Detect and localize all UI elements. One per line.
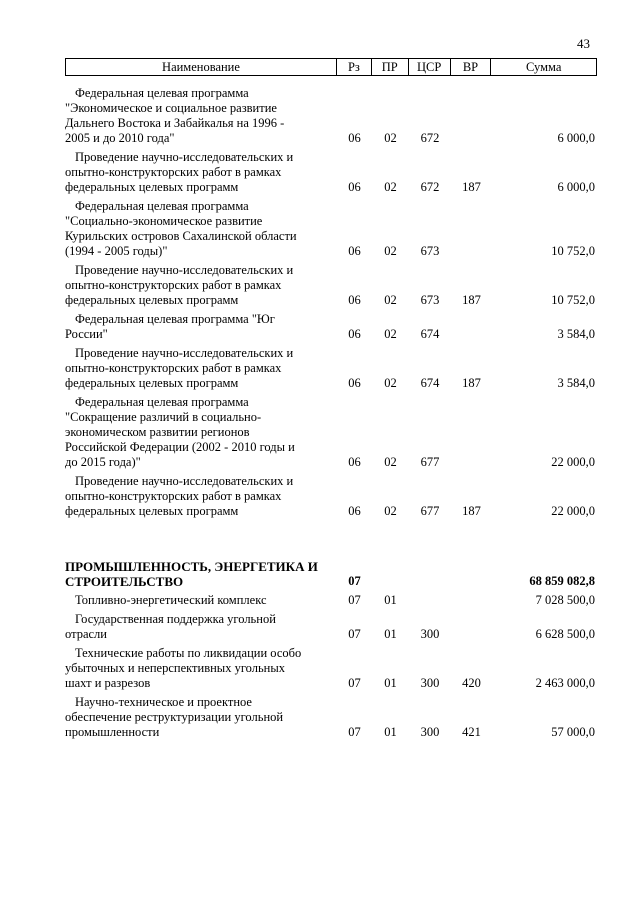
row-name: Проведение научно-исследовательских и опытно-конструкторских работ в рамках федеральных целевых программ [65, 150, 294, 194]
row-vr: 187 [462, 293, 481, 307]
table-row [65, 593, 597, 608]
row-sum: 6 000,0 [557, 131, 595, 145]
header-csr: ЦСР [409, 59, 451, 75]
row-sum: 10 752,0 [551, 293, 595, 307]
row-pr: 01 [384, 593, 397, 607]
row-pr: 02 [384, 504, 397, 518]
row-sum: 3 584,0 [557, 327, 595, 341]
row-vr: 187 [462, 376, 481, 390]
table-row [65, 312, 597, 342]
row-rz: 06 [348, 455, 361, 469]
row-vr: 420 [462, 676, 481, 690]
row-sum: 3 584,0 [557, 376, 595, 390]
row-pr: 02 [384, 455, 397, 469]
table-header [65, 58, 597, 76]
row-rz: 07 [348, 725, 361, 739]
page-number: 43 [577, 36, 590, 51]
row-name: Проведение научно-исследовательских и опытно-конструкторских работ в рамках федеральных целевых программ [65, 346, 294, 390]
row-sum: 57 000,0 [551, 725, 595, 739]
header-vr: ВР [451, 59, 492, 75]
section-rz: 07 [348, 574, 361, 588]
row-name: Федеральная целевая программа "Юг России" [65, 312, 275, 341]
header-name: Наименование [66, 59, 337, 75]
row-csr: 672 [420, 180, 440, 194]
section-name: ПРОМЫШЛЕННОСТЬ, ЭНЕРГЕТИКА И СТРОИТЕЛЬСТВО [65, 559, 318, 589]
row-pr: 01 [384, 725, 397, 739]
header-sum: Сумма [525, 60, 562, 74]
table-row [65, 646, 597, 691]
row-csr: 672 [420, 131, 440, 145]
row-csr: 673 [420, 244, 440, 258]
row-pr: 02 [384, 376, 397, 390]
row-sum: 22 000,0 [551, 504, 595, 518]
row-sum: 6 000,0 [557, 180, 595, 194]
row-name: Федеральная целевая программа "Социально-экономическое развитие Курильских островов Сахалинской области (1994 - 2005 годы)" [65, 199, 297, 258]
row-name: Топливно-энергетический комплекс [75, 593, 267, 607]
section-spacer [65, 523, 597, 559]
row-csr: 300 [420, 676, 440, 690]
row-vr: 187 [462, 180, 481, 194]
row-name: Федеральная целевая программа "Экономическое и социальное развитие Дальнего Востока и Забайкалья на 1996 - 2005 и до 2010 года" [65, 86, 285, 145]
row-rz: 06 [348, 180, 361, 194]
table-row [65, 199, 597, 259]
row-rz: 07 [348, 676, 361, 690]
row-pr: 01 [384, 627, 397, 641]
row-pr: 02 [384, 327, 397, 341]
row-csr: 677 [420, 504, 440, 518]
row-csr: 677 [420, 455, 440, 469]
table-row [65, 474, 597, 519]
row-rz: 06 [348, 293, 361, 307]
row-sum: 2 463 000,0 [535, 676, 595, 690]
row-rz: 06 [348, 327, 361, 341]
row-rz: 07 [348, 593, 361, 607]
row-vr: 187 [462, 504, 481, 518]
row-sum: 6 628 500,0 [535, 627, 595, 641]
section-sum: 68 859 082,8 [529, 574, 595, 588]
row-name: Государственная поддержка угольной отрасли [65, 612, 276, 641]
row-vr: 421 [462, 725, 481, 739]
table-row [65, 86, 597, 146]
header-pr: ПР [372, 59, 409, 75]
row-sum: 7 028 500,0 [535, 593, 595, 607]
row-csr: 674 [420, 376, 440, 390]
table-row [65, 395, 597, 470]
row-sum: 22 000,0 [551, 455, 595, 469]
row-csr: 300 [420, 627, 440, 641]
row-pr: 02 [384, 293, 397, 307]
row-pr: 01 [384, 676, 397, 690]
table-row [65, 695, 597, 740]
row-rz: 06 [348, 131, 361, 145]
row-csr: 674 [420, 327, 440, 341]
row-csr: 673 [420, 293, 440, 307]
section-row [65, 559, 597, 589]
row-name: Проведение научно-исследовательских и опытно-конструкторских работ в рамках федеральных целевых программ [65, 474, 294, 518]
row-rz: 06 [348, 504, 361, 518]
table-row [65, 612, 597, 642]
row-sum: 10 752,0 [551, 244, 595, 258]
row-rz: 06 [348, 376, 361, 390]
table-row [65, 150, 597, 195]
header-rz: Рз [337, 59, 372, 75]
row-pr: 02 [384, 180, 397, 194]
row-name: Технические работы по ликвидации особо убыточных и неперспективных угольных шахт и разрезов [65, 646, 302, 690]
row-csr: 300 [420, 725, 440, 739]
row-rz: 07 [348, 627, 361, 641]
row-pr: 02 [384, 131, 397, 145]
row-name: Федеральная целевая программа "Сокращение различий в социально- экономическом развитии регионов Российской Федерации (2002 - 2010 годы и до 2015 года)" [65, 395, 295, 469]
row-pr: 02 [384, 244, 397, 258]
table-row [65, 346, 597, 391]
table-row [65, 263, 597, 308]
row-name: Научно-техническое и проектное обеспечение реструктуризации угольной промышленности [65, 695, 284, 739]
row-name: Проведение научно-исследовательских и опытно-конструкторских работ в рамках федеральных целевых программ [65, 263, 294, 307]
table-body [65, 86, 597, 744]
row-rz: 06 [348, 244, 361, 258]
